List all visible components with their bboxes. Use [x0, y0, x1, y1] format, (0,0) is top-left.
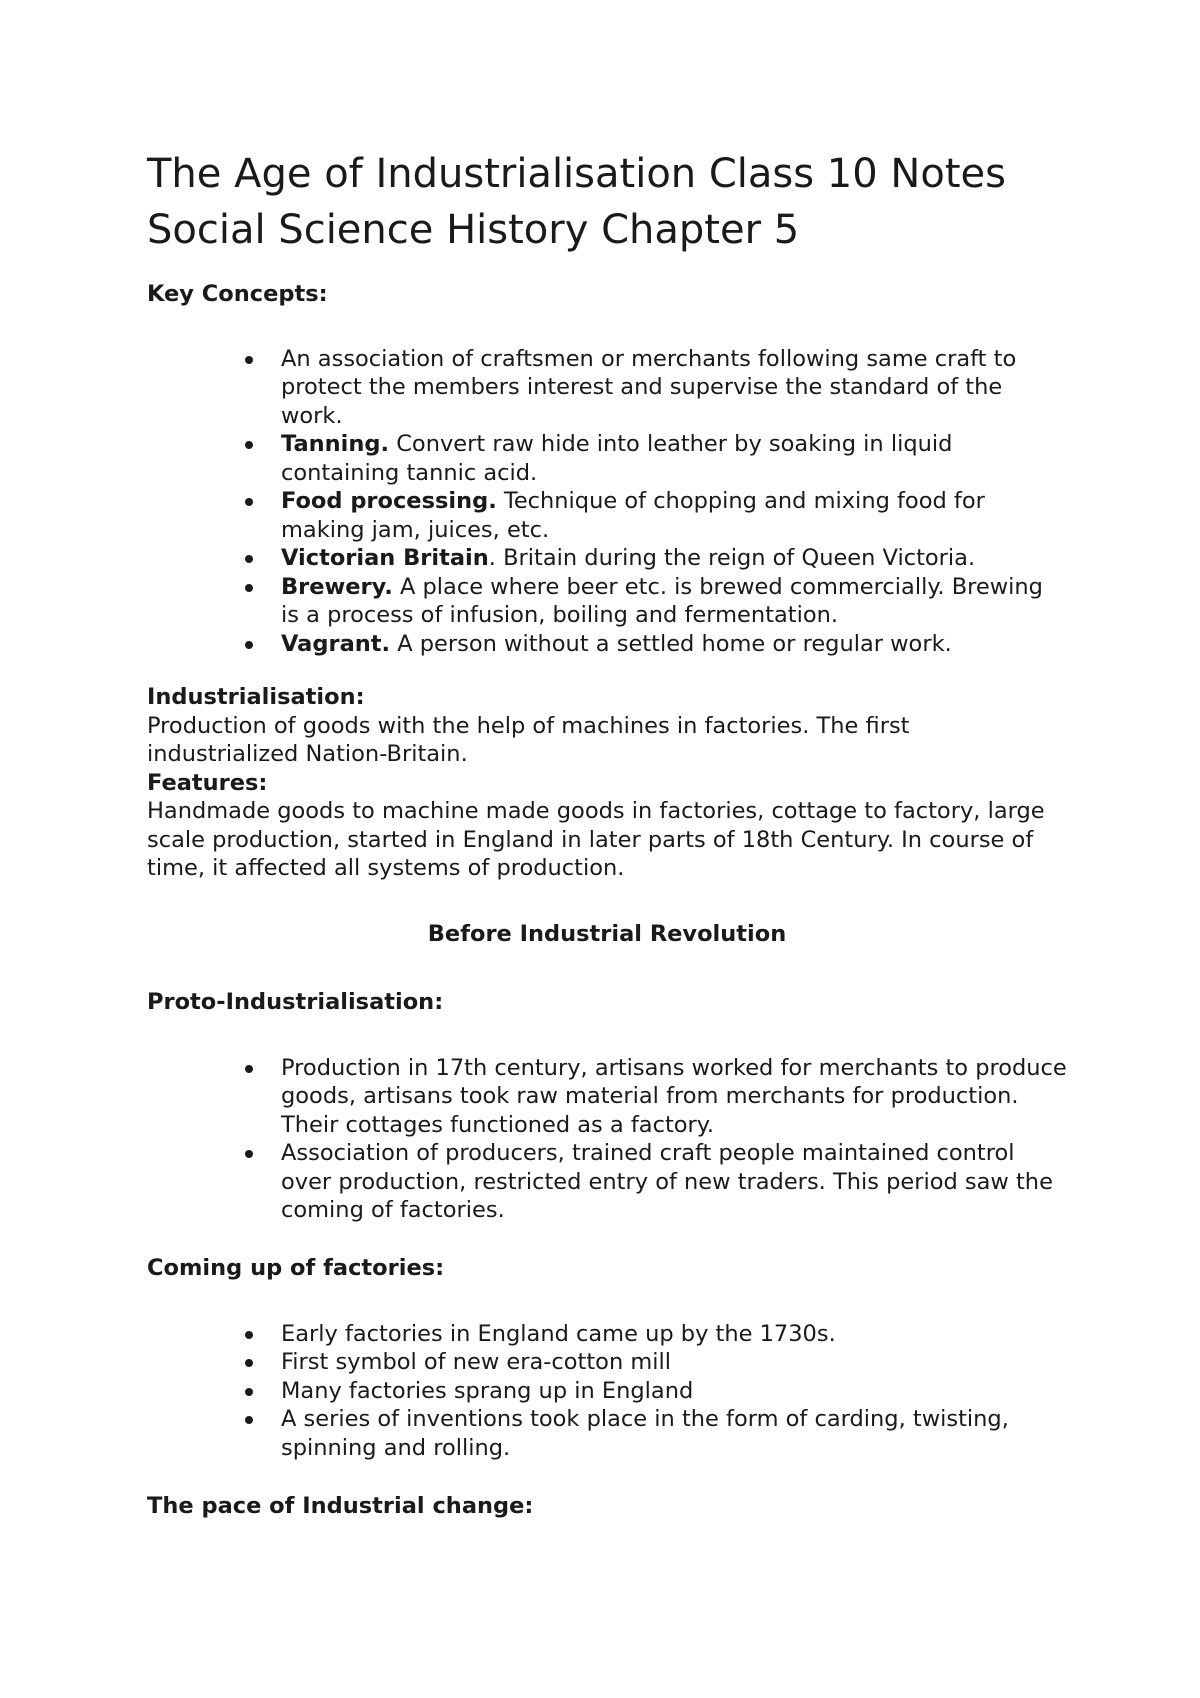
list-item — [147, 430, 1067, 487]
industrialisation-section — [147, 683, 1067, 883]
before-revolution-heading: Before Industrial Revolution — [427, 921, 787, 947]
term: Food processing. — [281, 488, 497, 514]
industrialisation-text: Production of goods with the help of machines in factories. The first industrialized Nation-Britain. — [147, 712, 910, 767]
pace-heading: The pace of Industrial change: — [147, 1493, 534, 1519]
bullet-icon — [245, 498, 253, 506]
bullet-icon — [245, 641, 253, 649]
term: Vagrant. — [281, 630, 391, 657]
bullet-icon — [245, 555, 253, 563]
bullet-icon — [245, 1065, 253, 1073]
key-concepts-list — [147, 345, 1067, 659]
list-item-text: First symbol of new era-cotton mill — [281, 1349, 672, 1375]
bullet-icon — [245, 584, 253, 592]
list-item — [147, 544, 1067, 573]
bullet-icon — [245, 441, 253, 449]
list-item — [147, 1348, 1067, 1377]
list-item — [147, 1054, 1067, 1140]
proto-list — [147, 1054, 1067, 1225]
definition: An association of craftsmen or merchants following same craft to protect the members interest and supervise the standard of the work. — [281, 345, 1017, 429]
term: Brewery. — [281, 573, 393, 600]
definition: Convert raw hide into leather by soaking in liquid containing tannic acid. — [281, 431, 953, 486]
list-item — [147, 1377, 1067, 1406]
separator — [497, 488, 504, 514]
definition: Technique of chopping and mixing food for making jam, juices, etc. — [281, 488, 985, 543]
list-item — [147, 1139, 1067, 1225]
list-item — [147, 487, 1067, 544]
definition: A person without a settled home or regular work. — [397, 630, 952, 657]
before-revolution-section — [147, 920, 1067, 949]
factories-heading: Coming up of factories: — [147, 1255, 445, 1281]
proto-section — [147, 988, 1067, 1225]
bullet-icon — [245, 1416, 253, 1424]
term: Victorian Britain — [281, 545, 489, 571]
page-title: The Age of Industrialisation Class 10 Notes Social Science History Chapter 5 — [147, 151, 1006, 253]
pace-section — [147, 1492, 1067, 1521]
list-item-text: Production in 17th century, artisans worked for merchants to produce goods, artisans took raw material from merchants for production. Their cottages functioned as a factory. — [281, 1054, 1067, 1138]
bullet-icon — [245, 1388, 253, 1396]
list-item — [147, 1320, 1067, 1349]
bullet-icon — [245, 1359, 253, 1367]
list-item-text: A series of inventions took place in the form of carding, twisting, spinning and rolling. — [281, 1406, 1009, 1461]
list-item-text: Early factories in England came up by the 1730s. — [281, 1320, 836, 1347]
factories-section — [147, 1254, 1067, 1462]
key-concepts-section — [147, 280, 1067, 658]
key-concepts-heading: Key Concepts: — [147, 281, 328, 307]
industrialisation-heading: Industrialisation: — [147, 684, 365, 710]
proto-heading: Proto-Industrialisation: — [147, 989, 444, 1015]
definition: A place where beer etc. is brewed commercially. Brewing is a process of infusion, boiling and fermentation. — [281, 573, 1043, 628]
term: Tanning. — [281, 431, 390, 457]
bullet-icon — [245, 356, 253, 364]
features-heading: Features: — [147, 769, 268, 796]
separator — [393, 574, 400, 600]
bullet-icon — [245, 1331, 253, 1339]
list-item — [147, 630, 1067, 659]
list-item-text: Many factories sprang up in England — [281, 1377, 694, 1404]
factories-list — [147, 1320, 1067, 1463]
features-text: Handmade goods to machine made goods in factories, cottage to factory, large scale production, started in England in later parts of 18th Century. In course of time, it affected all systems of production. — [147, 798, 1045, 881]
definition: . Britain during the reign of Queen Victoria. — [488, 545, 976, 571]
list-item — [147, 1405, 1067, 1462]
bullet-icon — [245, 1150, 253, 1158]
list-item — [147, 345, 1067, 431]
list-item — [147, 573, 1067, 630]
list-item-text: Association of producers, trained craft people maintained control over production, restricted entry of new traders. This period saw the coming of factories. — [281, 1140, 1053, 1223]
